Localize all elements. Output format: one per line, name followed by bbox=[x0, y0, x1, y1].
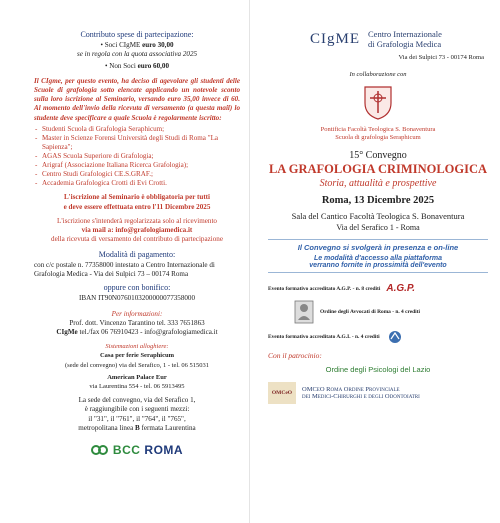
agp-logo: A.G.P. bbox=[386, 283, 416, 295]
accom2-name: American Palace Eur bbox=[107, 373, 167, 381]
agi-logo-icon bbox=[386, 329, 404, 345]
crest-icon bbox=[361, 83, 395, 121]
bonifico-title: oppure con bonifico: bbox=[103, 283, 171, 293]
subtitle: Storia, attualità e prospettive bbox=[319, 178, 437, 190]
faculty-line-2: Scuola di grafologia Seraphicum bbox=[335, 134, 421, 142]
venue-metro-line: B bbox=[135, 423, 140, 432]
accom2-text: via Laurentina 554 - tel. 06 5913495 bbox=[89, 382, 185, 390]
school-item: - Centro Studi Grafologici CE.S.GRAF.; bbox=[34, 170, 240, 179]
notice-line-1: Il Convegno si svolgerà in presenza e on-line bbox=[297, 243, 459, 253]
faculty-crest bbox=[268, 83, 488, 126]
event-date: Roma, 13 Dicembre 2025 bbox=[321, 195, 435, 207]
notice-line-3: verranno fornite in prossimità dell'evento bbox=[309, 262, 447, 270]
nonsoci-price: euro 60,00 bbox=[137, 61, 170, 70]
school-item: - Studenti Scuola di Grafologia Seraphicum; bbox=[34, 125, 240, 134]
venue-line-3: il "31", il "761", il "764", il "765", bbox=[88, 414, 186, 423]
venue-line-2: è raggiungibile con i seguenti mezzi: bbox=[84, 405, 190, 414]
nonsoci-label: • Non Soci bbox=[104, 61, 136, 70]
faculty-line-1: Pontificia Facoltà Teologica S. Bonaventura bbox=[320, 126, 436, 134]
credit-avv: Ordine degli Avvocati di Roma - n. 4 crediti bbox=[320, 309, 420, 316]
psicologi-row bbox=[268, 365, 488, 374]
omceo-logo-text: OMCeO bbox=[271, 389, 293, 396]
obligatory-line-2: e deve essere effettuata entro l'11 Dicembre 2025 bbox=[63, 202, 211, 211]
venue-line-4 bbox=[34, 424, 240, 433]
psicologi-text: Ordine degli Psicologi del Lazio bbox=[325, 364, 431, 374]
omceo-row bbox=[268, 382, 488, 404]
cigme-header bbox=[310, 30, 488, 49]
credit-agp-row bbox=[268, 283, 488, 294]
venue-metro-stop: fermata Laurentina bbox=[141, 423, 196, 432]
schools-list bbox=[34, 125, 240, 189]
info-cigme-text: tel./fax 06 76910423 - info@grafologiamedica.it bbox=[79, 327, 218, 336]
credit-agi-row bbox=[268, 329, 488, 345]
omceo-line-2: dei Medici-Chirurghi e degli Odontoiatri bbox=[302, 392, 420, 400]
iban: IBAN IT90N0760103200000077358000 bbox=[78, 294, 196, 303]
credit-agp: Evento formativo accreditato A.G.P. - n. 8 crediti bbox=[268, 285, 381, 292]
soci-price: euro 30,00 bbox=[142, 41, 174, 50]
fees-title: Contributo spese di partecipazione: bbox=[80, 30, 194, 39]
registration-line-1: L'iscrizione s'intenderà regolarizzata solo al ricevimento bbox=[57, 216, 217, 225]
info-contact: Prof. dott. Vincenzo Tarantino tel. 333 7651863 bbox=[69, 318, 205, 327]
info-cigme-label: CIgMe bbox=[56, 327, 78, 336]
accom1-text: (sede del convegno) via del Serafico, 1 - tel. 06 515031 bbox=[64, 361, 210, 369]
omceo-text bbox=[302, 386, 420, 400]
convegno-number: 15° Convegno bbox=[349, 150, 407, 162]
avvocati-logo-icon bbox=[294, 300, 314, 324]
soci-label: • Soci CIgME bbox=[100, 41, 141, 50]
payment-text: con c/c postale n. 77358000 intestato a Centro Internazionale di Grafologia Medica - Via dei Sulpici 73 – 00174 Roma bbox=[34, 260, 215, 278]
online-notice bbox=[268, 239, 488, 273]
venue-line-1: La sede del convegno, via del Serafico 1, bbox=[78, 396, 196, 405]
patronage-label: Con il patrocinio: bbox=[268, 351, 322, 361]
school-item: - Accademia Grafologica Crotti di Evi Crotti. bbox=[34, 179, 240, 188]
payment-title: Modalità di pagamento: bbox=[98, 249, 176, 259]
cigme-name-2: di Grafologia Medica bbox=[368, 38, 442, 49]
credit-avv-row bbox=[294, 300, 488, 324]
obligatory-line-1: L'iscrizione al Seminario è obbligatoria per tutti bbox=[63, 193, 211, 202]
soci-note: se in regola con la quota associativa 2025 bbox=[76, 50, 198, 59]
info-title: Per informazioni: bbox=[111, 309, 163, 318]
registration-email[interactable]: via mail a: info@grafologiamedica.it bbox=[81, 226, 193, 235]
right-panel bbox=[250, 0, 500, 523]
cigme-address: Via dei Sulpici 73 - 00174 Roma bbox=[398, 54, 484, 61]
cigme-name-1: Centro Internazionale bbox=[368, 29, 442, 39]
cigme-name bbox=[368, 30, 442, 49]
accom1-name: Casa per ferie Seraphicum bbox=[99, 352, 175, 360]
bcc-text: BCC bbox=[112, 442, 141, 457]
school-item: - AGAS Scuola Superiore di Grafologia; bbox=[34, 152, 240, 161]
info-cigme bbox=[34, 328, 240, 337]
credit-agi: Evento formativo accreditato A.G.I. - n. 4 crediti bbox=[268, 334, 380, 341]
omceo-logo bbox=[268, 382, 296, 404]
registration-line-3: della ricevuta di versamento del contributo di partecipazione bbox=[51, 235, 223, 244]
collab-label: In collaborazione con bbox=[349, 71, 407, 79]
fee-soci bbox=[34, 41, 240, 50]
school-item: - Master in Scienze Forensi Università degli Studi di Roma "La Sapienza"; bbox=[34, 134, 240, 152]
school-item: - Arigraf (Associazione Italiana Ricerca Grafologia); bbox=[34, 161, 240, 170]
bcc-icon bbox=[91, 443, 109, 457]
venue-name: Sala del Cantico Facoltà Teologica S. Bonaventura bbox=[291, 211, 465, 222]
notice-line-2: Le modalità d'accesso alla piattaforma bbox=[313, 255, 443, 263]
main-title: LA GRAFOLOGIA CRIMINOLOGICA bbox=[268, 162, 488, 177]
fee-nonsoci bbox=[34, 62, 240, 71]
bcc-roma-logo bbox=[34, 443, 240, 457]
cigme-logo: CIgME bbox=[310, 31, 360, 47]
venue-metro: metropolitana linea bbox=[78, 423, 134, 432]
discount-text: Il CIgme, per questo evento, ha deciso di agevolare gli studenti delle Scuole di grafologia sotto elencate applicando un notevole sconto sulla loro iscrizione al Seminario, versando euro 35,00 invece di 60. Al momento dell'invio della ricevuta di versamento (a questa mail) lo studente deve specificare a quale Scuola è regolarmente iscritto: bbox=[34, 76, 240, 122]
omceo-line-1: OMCeO Roma Ordine Provinciale bbox=[302, 385, 400, 393]
roma-text: ROMA bbox=[144, 442, 184, 457]
venue-address: Via del Serafico 1 - Roma bbox=[336, 223, 420, 233]
accom-title: Sistemazioni alloghiere: bbox=[105, 343, 169, 351]
